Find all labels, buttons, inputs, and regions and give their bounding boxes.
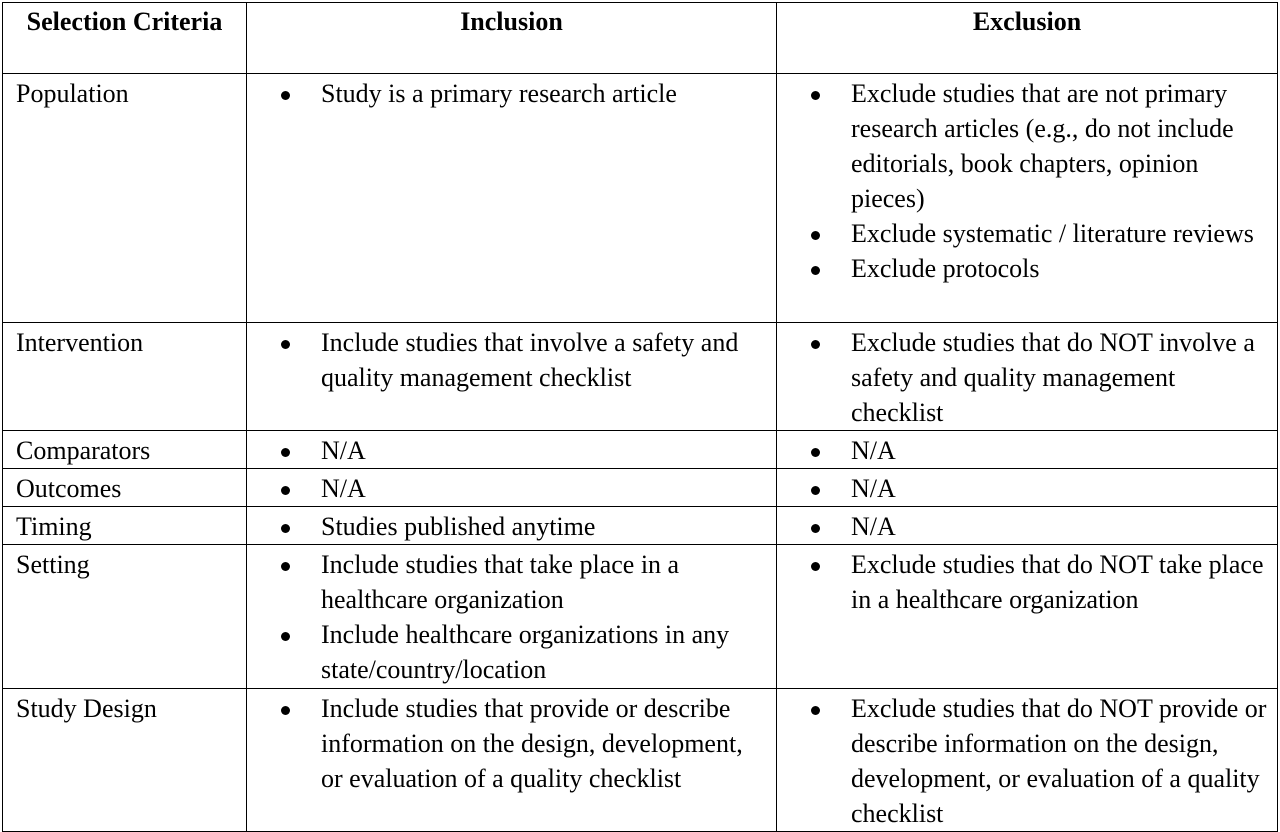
list-item: N/A bbox=[777, 471, 1271, 506]
list-item: Include studies that provide or describe information on the design, development, or evaluation of a quality checklist bbox=[247, 691, 770, 796]
selection-criteria-table bbox=[2, 2, 1278, 832]
list-item: Include studies that take place in a healthcare organization bbox=[247, 547, 770, 617]
header-row bbox=[3, 3, 1278, 74]
criterion-cell: Intervention bbox=[3, 323, 247, 431]
table-row bbox=[3, 507, 1278, 545]
inclusion-cell bbox=[247, 545, 777, 689]
exclusion-list bbox=[777, 433, 1271, 468]
header-exclusion: Exclusion bbox=[777, 3, 1278, 74]
list-item: Include studies that involve a safety and quality management checklist bbox=[247, 325, 770, 395]
exclusion-cell bbox=[777, 74, 1278, 323]
list-item: Exclude systematic / literature reviews bbox=[777, 216, 1271, 251]
criterion-cell: Study Design bbox=[3, 689, 247, 832]
inclusion-list bbox=[247, 76, 770, 111]
exclusion-cell bbox=[777, 431, 1278, 469]
exclusion-cell bbox=[777, 689, 1278, 832]
exclusion-list bbox=[777, 509, 1271, 544]
list-item: N/A bbox=[247, 471, 770, 506]
table-row bbox=[3, 545, 1278, 689]
list-item: Exclude protocols bbox=[777, 251, 1271, 286]
table-row bbox=[3, 74, 1278, 323]
list-item: Exclude studies that do NOT provide or describe information on the design, development, or evaluation of a quality checklist bbox=[777, 691, 1271, 831]
exclusion-list bbox=[777, 325, 1271, 430]
criterion-cell: Outcomes bbox=[3, 469, 247, 507]
criterion-cell: Population bbox=[3, 74, 247, 323]
exclusion-list bbox=[777, 691, 1271, 831]
list-item: N/A bbox=[247, 433, 770, 468]
list-item: Study is a primary research article bbox=[247, 76, 770, 111]
inclusion-cell bbox=[247, 323, 777, 431]
inclusion-list bbox=[247, 547, 770, 687]
table-row bbox=[3, 431, 1278, 469]
table-row bbox=[3, 469, 1278, 507]
inclusion-list bbox=[247, 433, 770, 468]
inclusion-cell bbox=[247, 689, 777, 832]
inclusion-list bbox=[247, 325, 770, 395]
header-inclusion: Inclusion bbox=[247, 3, 777, 74]
list-item: Exclude studies that do NOT involve a safety and quality management checklist bbox=[777, 325, 1271, 430]
exclusion-list bbox=[777, 471, 1271, 506]
inclusion-list bbox=[247, 471, 770, 506]
table-row bbox=[3, 323, 1278, 431]
list-item: Exclude studies that do NOT take place in a healthcare organization bbox=[777, 547, 1271, 617]
header-criteria: Selection Criteria bbox=[3, 3, 247, 74]
table-row bbox=[3, 689, 1278, 832]
criterion-cell: Setting bbox=[3, 545, 247, 689]
list-item: Studies published anytime bbox=[247, 509, 770, 544]
inclusion-cell bbox=[247, 507, 777, 545]
exclusion-cell bbox=[777, 507, 1278, 545]
inclusion-cell bbox=[247, 74, 777, 323]
list-item: Exclude studies that are not primary research articles (e.g., do not include editorials, book chapters, opinion pieces) bbox=[777, 76, 1271, 216]
list-item: N/A bbox=[777, 509, 1271, 544]
criterion-cell: Comparators bbox=[3, 431, 247, 469]
list-item: N/A bbox=[777, 433, 1271, 468]
inclusion-cell bbox=[247, 431, 777, 469]
exclusion-cell bbox=[777, 323, 1278, 431]
exclusion-list bbox=[777, 76, 1271, 286]
inclusion-list bbox=[247, 691, 770, 796]
list-item: Include healthcare organizations in any state/country/location bbox=[247, 617, 770, 687]
exclusion-cell bbox=[777, 469, 1278, 507]
exclusion-cell bbox=[777, 545, 1278, 689]
inclusion-cell bbox=[247, 469, 777, 507]
exclusion-list bbox=[777, 547, 1271, 617]
inclusion-list bbox=[247, 509, 770, 544]
criterion-cell: Timing bbox=[3, 507, 247, 545]
